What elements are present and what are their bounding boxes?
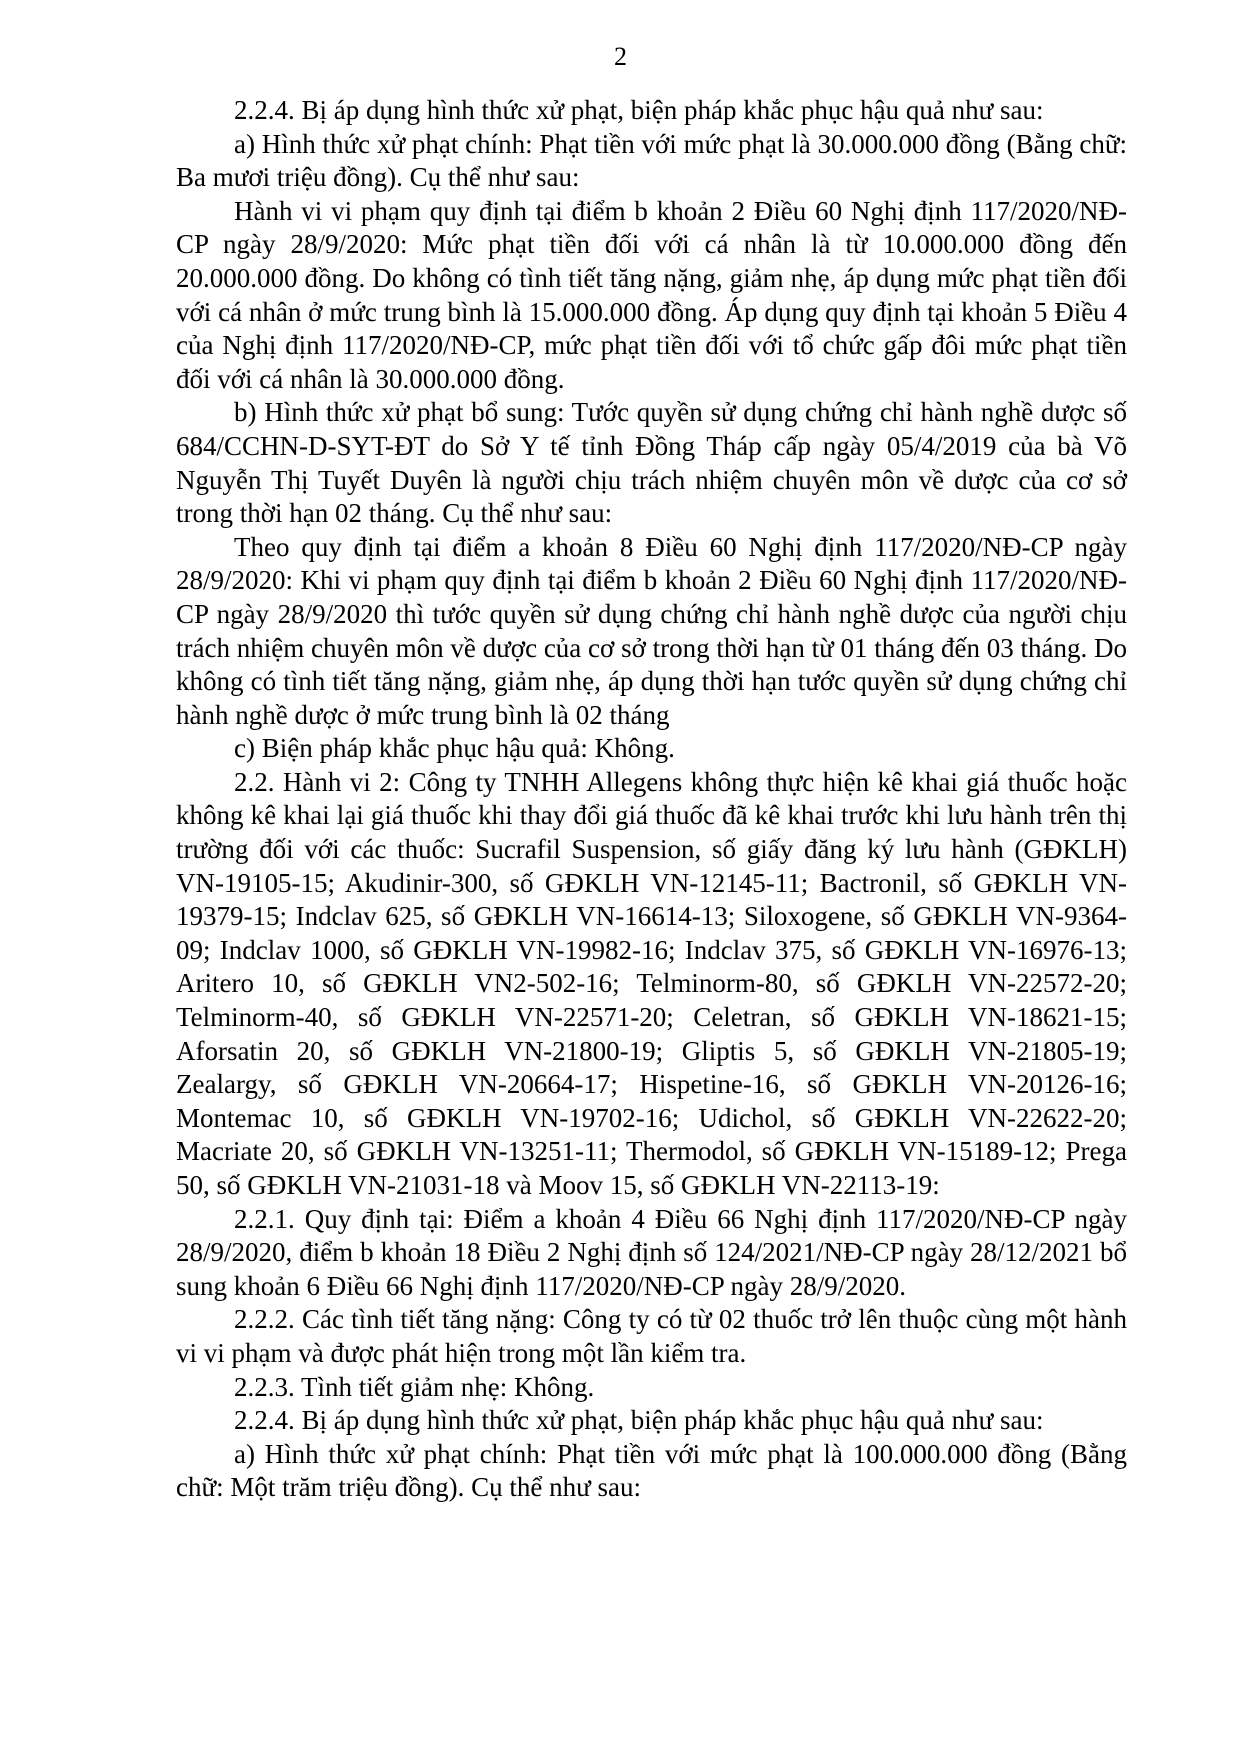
paragraph-violation-basis-1: Hành vi vi phạm quy định tại điểm b khoản 2 Điều 60 Nghị định 117/2020/NĐ-CP ngày 28/9/2020: Mức phạt tiền đối với cá nhân là từ 10.000.000 đồng đến 20.000.000 đồng. Do không có tình tiết tăng nặng, giảm nhẹ, áp dụng mức phạt tiền đối với cá nhân ở mức trung bình là 15.000.000 đồng. Áp dụng quy định tại khoản 5 Điều 4 của Nghị định 117/2020/NĐ-CP, mức phạt tiền đối với tổ chức gấp đôi mức phạt tiền đối với cá nhân là 30.000.000 đồng. (176, 195, 1127, 394)
paragraph-additional-penalty: b) Hình thức xử phạt bổ sung: Tước quyền sử dụng chứng chỉ hành nghề dược số 684/CCHN-D-SYT-ĐT do Sở Y tế tỉnh Đồng Tháp cấp ngày 05/4/2019 của bà Võ Nguyễn Thị Tuyết Duyên là người chịu trách nhiệm chuyên môn về dược của cơ sở trong thời hạn 02 tháng. Cụ thể như sau: (176, 397, 1127, 529)
page-number: 2 (614, 42, 627, 71)
paragraph-regulation-2-2-1: 2.2.1. Quy định tại: Điểm a khoản 4 Điều 66 Nghị định 117/2020/NĐ-CP ngày 28/9/2020, điểm b khoản 18 Điều 2 Nghị định số 124/2021/NĐ-CP ngày 28/12/2021 bổ sung khoản 6 Điều 66 Nghị định 117/2020/NĐ-CP ngày 28/9/2020. (176, 1203, 1127, 1301)
paragraph-violation-2: 2.2. Hành vi 2: Công ty TNHH Allegens không thực hiện kê khai giá thuốc hoặc không kê khai lại giá thuốc khi thay đổi giá thuốc đã kê khai trước khi lưu hành trên thị trường đối với các thuốc: Sucrafil Suspension, số giấy đăng ký lưu hành (GĐKLH) VN-19105-15; Akudinir-300, số GĐKLH VN-12145-11; Bactronil, số GĐKLH VN-19379-15; Indclav 625, số GĐKLH VN-16614-13; Siloxogene, số GĐKLH VN-9364-09; Indclav 1000, số GĐKLH VN-19982-16; Indclav 375, số GĐKLH VN-16976-13; Aritero 10, số GĐKLH VN2-502-16; Telminorm-80, số GĐKLH VN-22572-20; Telminorm-40, số GĐKLH VN-22571-20; Celetran, số GĐKLH VN-18621-15; Aforsatin 20, số GĐKLH VN-21800-19; Gliptis 5, số GĐKLH VN-21805-19; Zealargy, số GĐKLH VN-20664-17; Hispetine-16, số GĐKLH VN-20126-16; Montemac 10, số GĐKLH VN-19702-16; Udichol, số GĐKLH VN-22622-20; Macriate 20, số GĐKLH VN-13251-11; Thermodol, số GĐKLH VN-15189-12; Prega 50, số GĐKLH VN-21031-18 và Moov 15, số GĐKLH VN-22113-19: (176, 766, 1127, 1200)
paragraph-additional-penalty-basis: Theo quy định tại điểm a khoản 8 Điều 60 Nghị định 117/2020/NĐ-CP ngày 28/9/2020: Khi vi phạm quy định tại điểm b khoản 2 Điều 60 Nghị định 117/2020/NĐ-CP ngày 28/9/2020 thì tước quyền sử dụng chứng chỉ hành nghề dược của người chịu trách nhiệm chuyên môn về dược của cơ sở trong thời hạn từ 01 tháng đến 03 tháng. Do không có tình tiết tăng nặng, giảm nhẹ, áp dụng thời hạn tước quyền sử dụng chứng chỉ hành nghề dược ở mức trung bình là 02 tháng (176, 531, 1127, 730)
paragraph-aggravating-2-2-2: 2.2.2. Các tình tiết tăng nặng: Công ty có từ 02 thuốc trở lên thuộc cùng một hành vi vi phạm và được phát hiện trong một lần kiểm tra. (176, 1304, 1127, 1368)
paragraph-main-penalty-2: a) Hình thức xử phạt chính: Phạt tiền với mức phạt là 100.000.000 đồng (Bằng chữ: Một trăm triệu đồng). Cụ thể như sau: (176, 1438, 1127, 1503)
paragraph-mitigating-2-2-3: 2.2.3. Tình tiết giảm nhẹ: Không. (234, 1371, 595, 1402)
paragraph-penalty-heading-1: 2.2.4. Bị áp dụng hình thức xử phạt, biện pháp khắc phục hậu quả như sau: (234, 95, 1044, 125)
paragraph-penalty-heading-2: 2.2.4. Bị áp dụng hình thức xử phạt, biện pháp khắc phục hậu quả như sau: (234, 1405, 1044, 1436)
paragraph-remedial-measures: c) Biện pháp khắc phục hậu quả: Không. (234, 733, 675, 764)
paragraph-main-penalty-1: a) Hình thức xử phạt chính: Phạt tiền với mức phạt là 30.000.000 đồng (Bằng chữ: Ba mươi triệu đồng). Cụ thể như sau: (176, 128, 1127, 193)
document-body (176, 94, 1127, 1505)
